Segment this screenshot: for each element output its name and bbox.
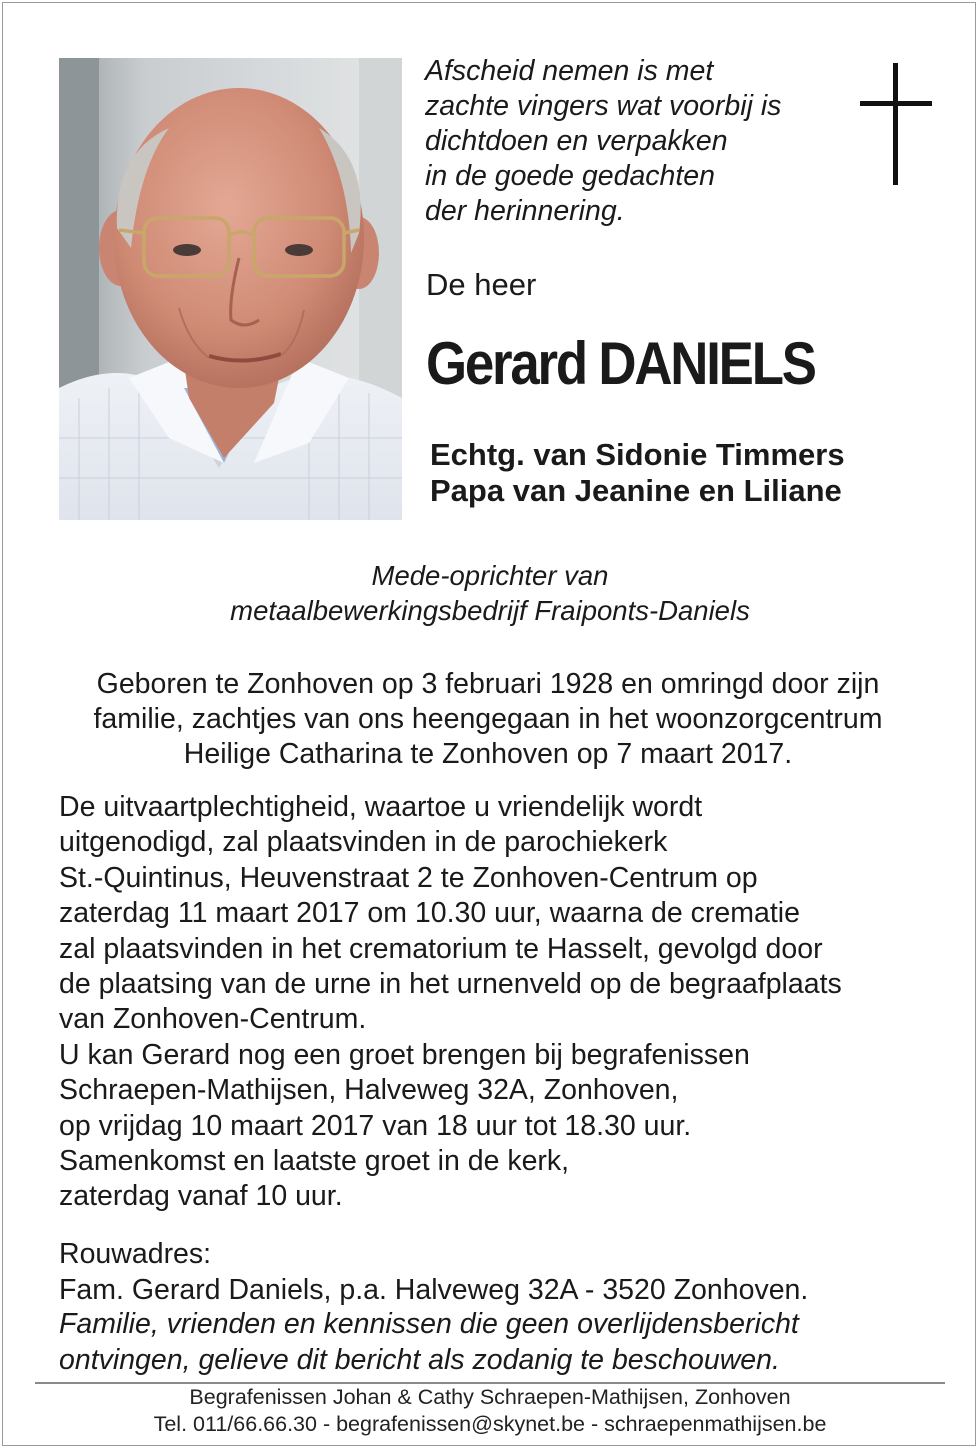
poem-line: dichtdoen en verpakken <box>425 125 728 157</box>
paragraph-line: de plaatsing van de urne in het urnenveld op de begraafplaats <box>59 968 842 1001</box>
paragraph-line: van Zonhoven-Centrum. <box>59 1003 367 1036</box>
poem-line: in de goede gedachten <box>425 160 716 192</box>
honorific: De heer <box>426 267 537 302</box>
birth-death-paragraph <box>0 667 976 772</box>
address-value: Fam. Gerard Daniels, p.a. Halveweg 32A - 3520 Zonhoven. <box>59 1274 809 1306</box>
founder-line: metaalbewerkingsbedrijf Fraiponts-Daniels <box>230 595 750 626</box>
paragraph-line: zaterdag 11 maart 2017 om 10.30 uur, waarna de crematie <box>59 897 800 930</box>
notice-line: Familie, vrienden en kennissen die geen overlijdensbericht <box>59 1308 799 1340</box>
ceremony-paragraph <box>59 790 939 1215</box>
footer <box>0 1384 980 1438</box>
paragraph-line: zal plaatsvinden in het crematorium te Hasselt, gevolgd door <box>59 932 823 965</box>
paragraph-line: Heilige Catharina te Zonhoven op 7 maart 2017. <box>183 738 793 770</box>
paragraph-line: Samenkomst en laatste groet in de kerk, <box>59 1145 570 1178</box>
poem-line: Afscheid nemen is met <box>425 55 714 87</box>
paragraph-line: Schraepen-Mathijsen, Halveweg 32A, Zonhoven, <box>59 1074 679 1107</box>
portrait-photo <box>59 58 402 520</box>
notice <box>59 1306 939 1378</box>
poem-line: zachte vingers wat voorbij is <box>425 90 782 122</box>
paragraph-line: zaterdag vanaf 10 uur. <box>59 1180 343 1213</box>
poem <box>425 54 845 229</box>
mourning-address <box>59 1236 939 1272</box>
address-label: Rouwadres: <box>59 1238 212 1270</box>
founder-line: Mede-oprichter van <box>371 560 609 591</box>
deceased-name: Gerard DANIELS <box>426 330 815 397</box>
paragraph-line: op vrijdag 10 maart 2017 van 18 uur tot 18.30 uur. <box>59 1109 692 1142</box>
paragraph-line: Geboren te Zonhoven op 3 februari 1928 en omringd door zijn <box>96 668 880 700</box>
notice-line: ontvingen, gelieve dit bericht als zodanig te beschouwen. <box>59 1344 780 1376</box>
cross-icon <box>860 63 932 185</box>
paragraph-line: U kan Gerard nog een groet brengen bij begrafenissen <box>59 1038 750 1071</box>
funeral-company: Begrafenissen Johan & Cathy Schraepen-Mathijsen, Zonhoven <box>189 1385 791 1409</box>
poem-line: der herinnering. <box>425 195 625 227</box>
founder-note <box>0 558 980 628</box>
children-line: Papa van Jeanine en Liliane <box>430 473 842 508</box>
relations <box>430 437 845 509</box>
spouse-line: Echtg. van Sidonie Timmers <box>430 437 845 472</box>
mourning-address-value <box>59 1272 939 1308</box>
paragraph-line: familie, zachtjes van ons heengegaan in het woonzorgcentrum <box>93 703 883 735</box>
contact-line: Tel. 011/66.66.30 - begrafenissen@skynet.be - schraepenmathijsen.be <box>153 1412 827 1436</box>
paragraph-line: St.-Quintinus, Heuvenstraat 2 te Zonhoven-Centrum op <box>59 861 758 894</box>
paragraph-line: uitgenodigd, zal plaatsvinden in de parochiekerk <box>59 826 668 859</box>
paragraph-line: De uitvaartplechtigheid, waartoe u vriendelijk wordt <box>59 791 703 823</box>
